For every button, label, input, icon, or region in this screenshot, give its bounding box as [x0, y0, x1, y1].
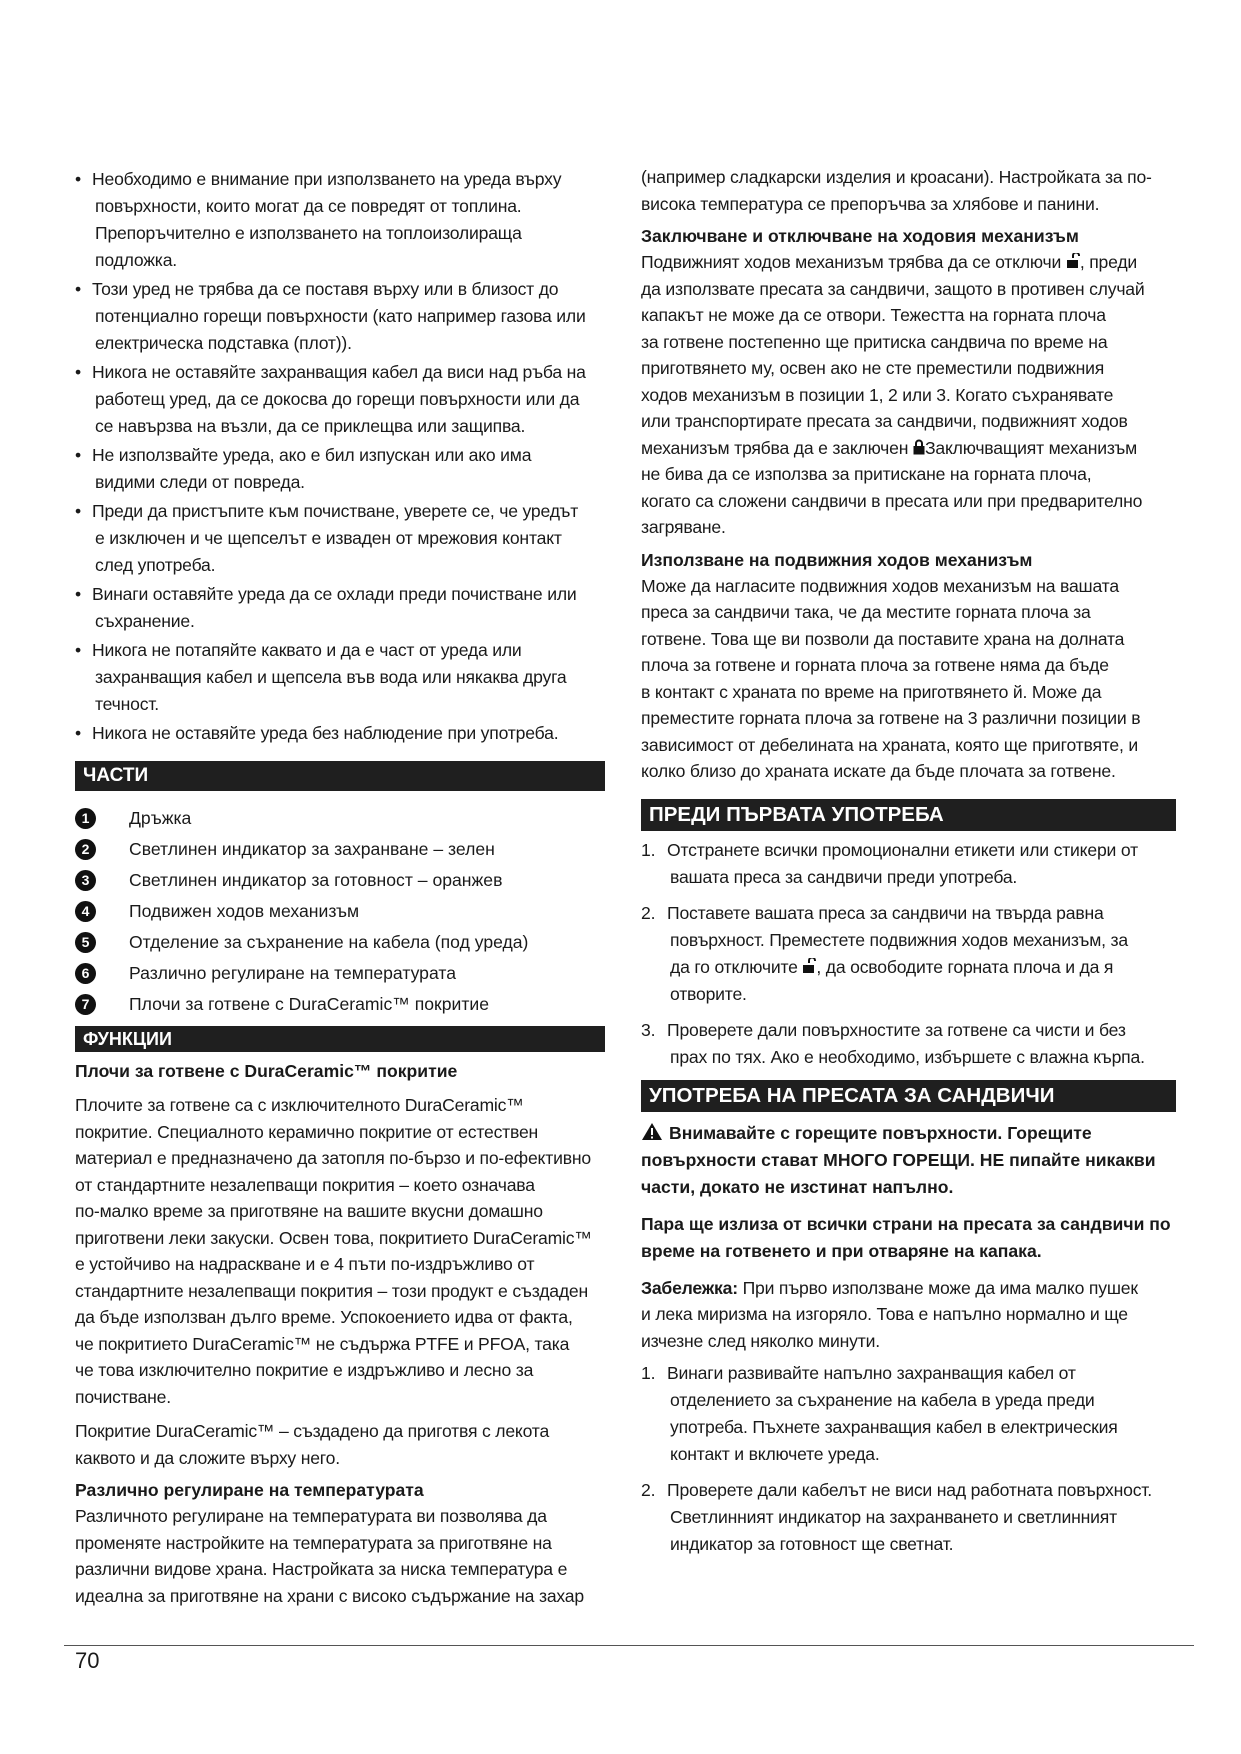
before-first-use-heading: ПРЕДИ ПЪРВАТА УПОТРЕБА — [641, 799, 1176, 831]
bullet-item: • Никога не потапяйте каквато и да е част от уреда или захранващия кабел и щепсела във вода или някаква друга течност. — [75, 640, 567, 714]
part-number-badge: 4 — [75, 901, 96, 922]
bullet-item: • Не използвайте уреда, ако е бил изпускан или ако има видими следи от повреда. — [75, 445, 532, 492]
bullet-item: • Винаги оставяйте уреда да се охлади преди почистване или съхранение. — [75, 584, 577, 631]
sandwich-press-usage-heading: УПОТРЕБА НА ПРЕСАТА ЗА САНДВИЧИ — [641, 1080, 1176, 1112]
part-number-badge: 5 — [75, 932, 96, 953]
part-number-badge: 6 — [75, 963, 96, 984]
movable-mechanism-subheading: Използване на подвижния ходов механизъм — [641, 549, 1033, 570]
unlock-icon — [802, 958, 816, 974]
part-item: 4 Подвижен ходов механизъм — [75, 896, 605, 927]
bullet-item: • Преди да пристъпите към почистване, уверете се, че уредът е изключен и че щепселът е изваден от мрежовия контакт след употреба. — [75, 501, 579, 575]
parts-heading: ЧАСТИ — [75, 761, 605, 791]
page-number: 70 — [75, 1648, 100, 1673]
warning-icon — [641, 1122, 663, 1141]
hot-surface-warning: Внимавайте с горещите повърхности. Горещите повърхности стават МНОГО ГОРЕЩИ. НЕ пипайте никакви части, докато не изстинат напълно. — [641, 1122, 1156, 1197]
part-item: 7 Плочи за готвене с DuraCeramic™ покритие — [75, 989, 605, 1020]
lock-icon — [913, 439, 925, 455]
note-paragraph: Забележка: При първо използване може да има малко пушек и лека миризма на изгоряло. Това е напълно нормално и ще изчезне след няколко минути. — [641, 1277, 1138, 1351]
safety-bullet-list — [75, 166, 605, 747]
lock-subheading: Заключване и отключване на ходовия механизъм — [641, 226, 1079, 246]
movable-mechanism-paragraph: Може да нагласите подвижния ходов механизъм на вашата преса за сандвичи така, че да местите горната плоча за готвене. Това ще ви позволи да поставите храна на долната плоча за готвене и горната плоча за готвене няма да бъде в контакт с храната по време на приготвянето й. Може да преместите горната плоча за готвене на 3 различни позиции в зависимост от дебелината на храната, която ще приготвяте, и колко близо до храната искате да бъде плочата за готвене. — [641, 575, 1141, 781]
step-item: 2. Проверете дали кабелът не виси над работната повърхност. Светлинният индикатор на захранването и светлинният индикатор за готовност ще светнат. — [641, 1480, 1152, 1554]
unlock-icon — [1066, 253, 1080, 269]
footer-rule — [64, 1645, 1194, 1646]
part-number-badge: 3 — [75, 870, 96, 891]
steam-warning: Пара ще излиза от всички страни на пресата за сандвичи по време на готвенето и при отваряне на капака. — [641, 1213, 1171, 1261]
step-item: 1. Отстранете всички промоционални етикети или стикери от вашата преса за сандвичи преди употреба. — [641, 839, 1138, 887]
step-item: 3. Проверете дали повърхностите за готвене са чисти и без прах по тях. Ако е необходимо, избършете с влажна кърпа. — [641, 1019, 1145, 1067]
lock-paragraph: Подвижният ходов механизъм трябва да се отключи , преди да използвате пресата за сандвичи, защото в противен случай капакът не може да се отвори. Тежестта на горната плоча за готвене постепенно ще притиска сандвича по време на приготвянето му, освен ако не сте преместили подвижния ходов механизъм в позиции 1, 2 или 3. Когато съхранявате или транспортирате пресата за сандвичи, подвижният ходов механизъм трябва да е заключен Заключващият механизъм не бива да се използва за притискане на горната плоча, когато са сложени сандвичи в пресата или при предварително загряване. — [641, 252, 1145, 537]
right-column — [641, 164, 1176, 1567]
part-item: 5 Отделение за съхранение на кабела (под уреда) — [75, 927, 605, 958]
bullet-item: • Този уред не трябва да се поставя върху или в близост до потенциално горещи повърхности (като например газова или електрическа подставка (плот)). — [75, 279, 586, 353]
intro-paragraph: (например сладкарски изделия и кроасани). Настройката за по- висока температура се препоръчва за хлябове и панини. — [641, 167, 1152, 214]
step-item: 1. Винаги развивайте напълно захранващия кабел от отделението за съхранение на кабела в уреда преди употреба. Пъхнете захранващия кабел в електрическия контакт и включете уреда. — [641, 1363, 1118, 1464]
part-number-badge: 7 — [75, 994, 96, 1015]
duraceramic-paragraph-2: Покритие DuraCeramic™ – създадено да приготвя с лекота каквото и да сложите върху него. — [75, 1421, 550, 1468]
duraceramic-paragraph: Плочите за готвене са с изключителното DuraCeramic™ покритие. Специалното керамично покритие от естествен материал е предназначено да затопля по-бързо и по-ефективно от стандартните незалепващи покрития – което означава по-малко време за приготвяне на вашите вкусни домашно приготвени леки закуски. Освен това, покритието DuraCeramic™ е устойчиво на надраскване и е 4 пъти по-издръжливо от стандартните незалепващи покрития – този продукт е създаден да бъде използван дълго време. Успокоението идва от факта, че покритието DuraCeramic™ не съдържа PTFE и PFOA, така че това изключително покритие е издръжливо и лесно за почистване. — [75, 1095, 592, 1407]
part-number-badge: 1 — [75, 808, 96, 829]
functions-heading: ФУНКЦИИ — [75, 1026, 605, 1052]
parts-list — [75, 803, 605, 1020]
bullet-item: • Необходимо е внимание при използването на уреда върху повърхности, които могат да се повредят от топлина. Препоръчително е използването на топлоизолираща подложка. — [75, 169, 562, 270]
before-use-steps — [641, 837, 1176, 1071]
part-item: 3 Светлинен индикатор за готовност – оранжев — [75, 865, 605, 896]
part-item: 6 Различно регулиране на температурата — [75, 958, 605, 989]
bullet-item: • Никога не оставяйте захранващия кабел да виси над ръба на работещ уред, да се докосва до горещи повърхности или да се навързва на възли, да се приклещва или защипва. — [75, 362, 586, 436]
part-number-badge: 2 — [75, 839, 96, 860]
temperature-subheading: Различно регулиране на температурата — [75, 1480, 424, 1500]
duraceramic-subheading: Плочи за готвене с DuraCeramic™ покритие — [75, 1061, 458, 1081]
left-column — [75, 166, 605, 1609]
note-label: Забележка: — [641, 1277, 738, 1298]
step-item: 2. Поставете вашата преса за сандвичи на твърда равна повърхност. Преместете подвижния ходов механизъм, за да го отключите , да освободите горната плоча и да я отворите. — [641, 902, 1128, 1004]
part-item: 1 Дръжка — [75, 803, 605, 834]
temperature-paragraph: Различното регулиране на температурата ви позволява да променяте настройките на температурата за приготвяне на различни видове храна. Настройката за ниска температура е идеална за приготвяне на храни с високо съдържание на захар — [75, 1506, 584, 1606]
bullet-item: • Никога не оставяйте уреда без наблюдение при употреба. — [75, 723, 559, 743]
part-item: 2 Светлинен индикатор за захранване – зелен — [75, 834, 605, 865]
usage-steps — [641, 1360, 1176, 1558]
